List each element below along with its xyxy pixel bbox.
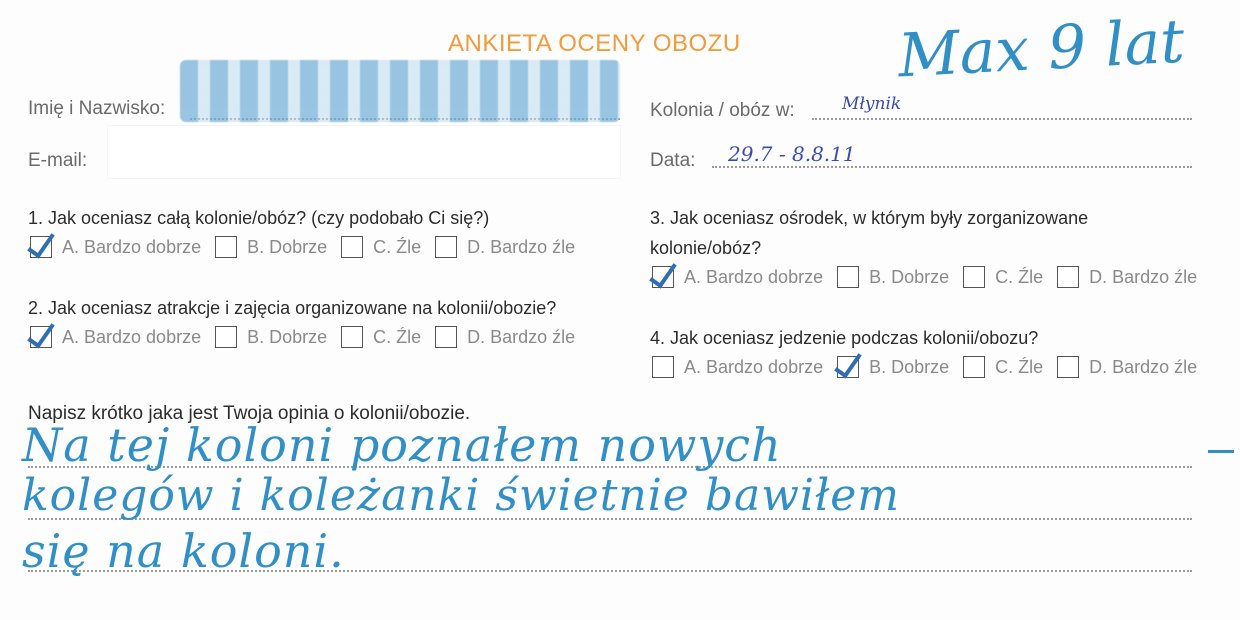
question-3-options xyxy=(652,266,1211,288)
checkbox[interactable] xyxy=(963,266,985,288)
redacted-email xyxy=(108,126,620,178)
question-1: 1. Jak oceniasz całą kolonie/obóz? (czy podobało Ci się?) xyxy=(28,208,490,228)
q1-option-d[interactable] xyxy=(435,236,575,258)
opinion-text-line-1: Na tej koloni poznałem nowych xyxy=(22,418,782,472)
question-2-options xyxy=(30,326,589,348)
ink-dash xyxy=(1208,450,1234,453)
camp-label: Kolonia / obóz w: xyxy=(650,100,795,121)
q1-option-b[interactable] xyxy=(215,236,327,258)
camp-line xyxy=(812,118,1192,120)
q2-option-c[interactable] xyxy=(341,326,421,348)
q1-option-c[interactable] xyxy=(341,236,421,258)
opinion-text-line-3: się na koloni. xyxy=(22,524,345,578)
checkbox[interactable] xyxy=(30,326,52,348)
checkbox[interactable] xyxy=(341,236,363,258)
option-label: C. Źle xyxy=(995,356,1044,377)
q1-option-a[interactable] xyxy=(30,236,201,258)
q3-option-b[interactable] xyxy=(837,266,949,288)
question-3-line1: 3. Jak oceniasz ośrodek, w którym były zorganizowane xyxy=(650,208,1089,228)
option-label: D. Bardzo źle xyxy=(467,236,576,257)
date-value: 29.7 - 8.8.11 xyxy=(728,142,856,166)
q4-option-a[interactable] xyxy=(652,356,823,378)
option-label: B. Dobrze xyxy=(869,356,950,377)
camp-value: Młynik xyxy=(842,94,902,114)
q3-option-a[interactable] xyxy=(652,266,823,288)
q2-option-d[interactable] xyxy=(435,326,575,348)
option-label: D. Bardzo źle xyxy=(1089,356,1198,377)
date-label: Data: xyxy=(650,150,696,171)
option-label: A. Bardzo dobrze xyxy=(62,326,202,347)
question-4: 4. Jak oceniasz jedzenie podczas kolonii/obozu? xyxy=(650,328,1039,348)
checkbox[interactable] xyxy=(215,236,237,258)
option-label: C. Źle xyxy=(373,326,422,347)
option-label: B. Dobrze xyxy=(247,236,328,257)
checkbox[interactable] xyxy=(435,326,457,348)
email-label: E-mail: xyxy=(28,150,88,171)
option-label: A. Bardzo dobrze xyxy=(62,236,202,257)
q3-option-c[interactable] xyxy=(963,266,1043,288)
checkbox[interactable] xyxy=(652,356,674,378)
question-2: 2. Jak oceniasz atrakcje i zajęcia organizowane na kolonii/obozie? xyxy=(28,298,557,318)
checkbox[interactable] xyxy=(652,266,674,288)
corner-note: Max 9 lat xyxy=(896,6,1187,92)
option-label: C. Źle xyxy=(373,236,422,257)
checkbox[interactable] xyxy=(435,236,457,258)
date-line xyxy=(712,166,1192,168)
redacted-name xyxy=(180,60,620,122)
checkbox[interactable] xyxy=(341,326,363,348)
q3-option-d[interactable] xyxy=(1057,266,1197,288)
name-label: Imię i Nazwisko: xyxy=(28,98,166,119)
question-3-line2: kolonie/obóz? xyxy=(650,238,762,258)
option-label: D. Bardzo źle xyxy=(1089,266,1198,287)
question-4-options xyxy=(652,356,1211,378)
opinion-text-line-2: kolegów i koleżanki świetnie bawiłem xyxy=(22,470,900,521)
option-label: A. Bardzo dobrze xyxy=(684,266,824,287)
question-1-options xyxy=(30,236,589,258)
form-title: ANKIETA OCENY OBOZU xyxy=(448,30,741,57)
opinion-prompt: Napisz krótko jaka jest Twoja opinia o kolonii/obozie. xyxy=(28,403,471,424)
option-label: B. Dobrze xyxy=(247,326,328,347)
option-label: B. Dobrze xyxy=(869,266,950,287)
q2-option-b[interactable] xyxy=(215,326,327,348)
q4-option-c[interactable] xyxy=(963,356,1043,378)
q4-option-d[interactable] xyxy=(1057,356,1197,378)
checkbox[interactable] xyxy=(837,266,859,288)
option-label: C. Źle xyxy=(995,266,1044,287)
checkbox[interactable] xyxy=(963,356,985,378)
checkbox[interactable] xyxy=(837,356,859,378)
option-label: D. Bardzo źle xyxy=(467,326,576,347)
checkbox[interactable] xyxy=(1057,266,1079,288)
checkbox[interactable] xyxy=(30,236,52,258)
q4-option-b[interactable] xyxy=(837,356,949,378)
checkbox[interactable] xyxy=(215,326,237,348)
checkbox[interactable] xyxy=(1057,356,1079,378)
option-label: A. Bardzo dobrze xyxy=(684,356,824,377)
q2-option-a[interactable] xyxy=(30,326,201,348)
